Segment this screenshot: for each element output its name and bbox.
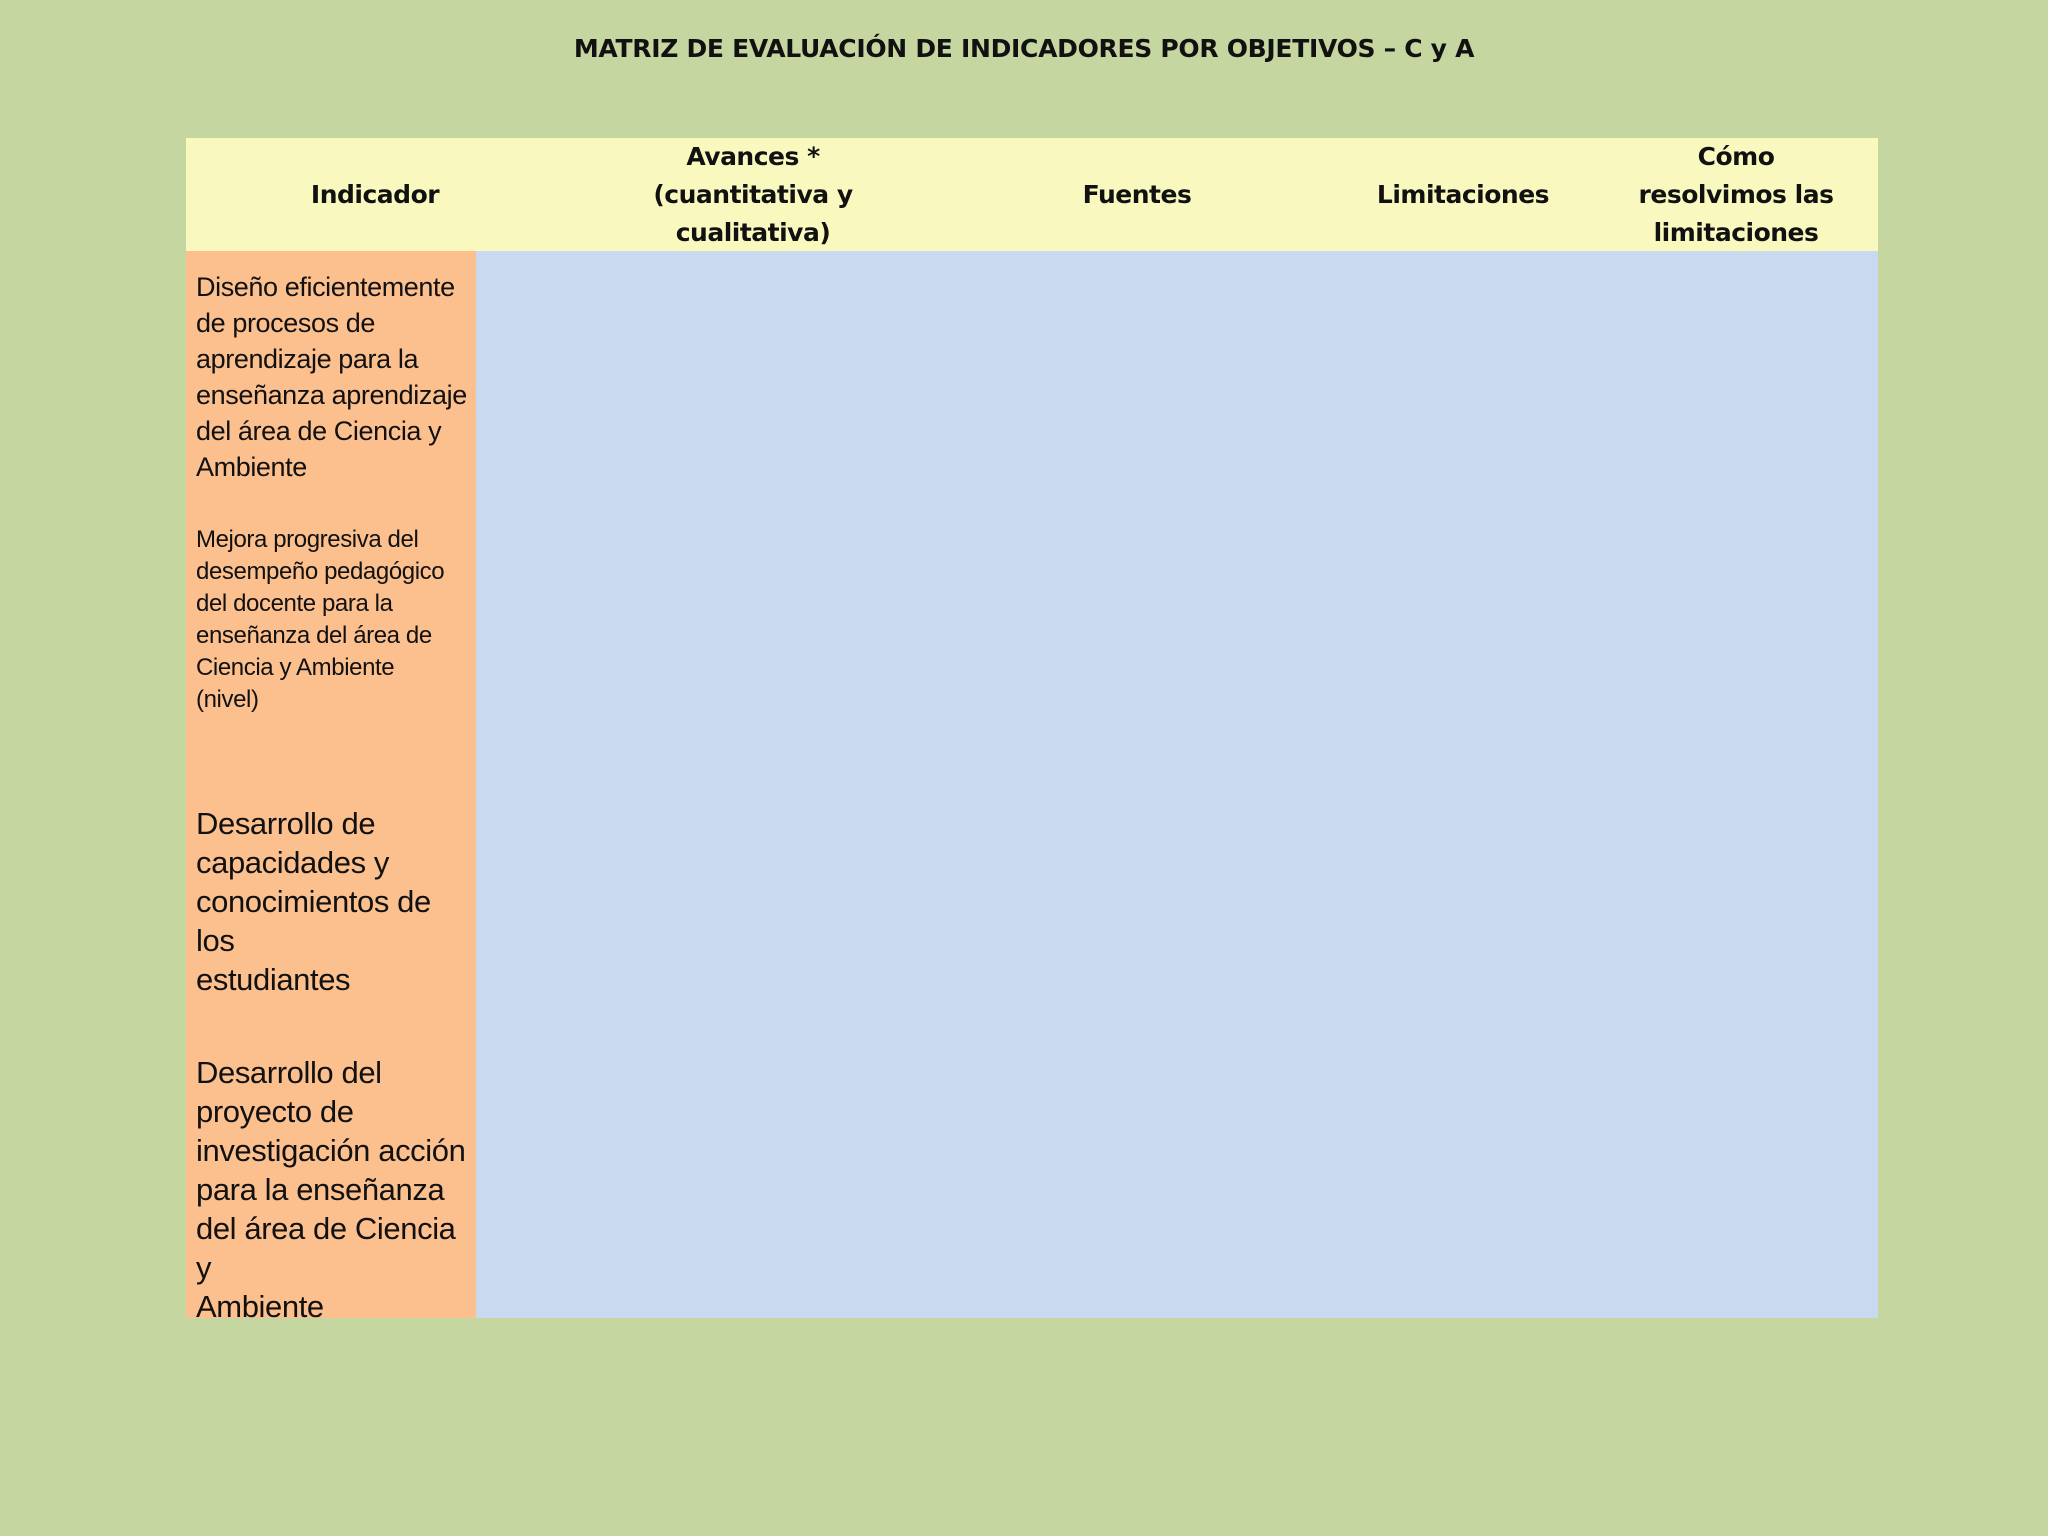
header-row bbox=[186, 138, 1878, 251]
evaluation-matrix bbox=[186, 138, 1878, 1324]
header-avances: Avances * (cuantitativa y cualitativa) bbox=[653, 141, 853, 247]
header-fuentes: Fuentes bbox=[1082, 179, 1192, 209]
content-area bbox=[476, 251, 1878, 1318]
indicator-1: Diseño eficientemente de procesos de aprendizaje para la enseñanza aprendizaje del área de Ciencia y Ambiente bbox=[196, 272, 467, 482]
header-indicador: Indicador bbox=[310, 179, 440, 209]
indicator-3: Desarrollo de capacidades y conocimientos de los estudiantes bbox=[196, 806, 431, 997]
header-limitaciones: Limitaciones bbox=[1376, 179, 1550, 209]
header-como-resolvimos: Cómo resolvimos las limitaciones bbox=[1638, 141, 1834, 247]
indicator-2: Mejora progresiva del desempeño pedagógico del docente para la enseñanza del área de Ciencia y Ambiente (nivel) bbox=[196, 526, 445, 713]
page-title: MATRIZ DE EVALUACIÓN DE INDICADORES POR OBJETIVOS – C y A bbox=[573, 34, 1475, 63]
indicator-4: Desarrollo del proyecto de investigación acción para la enseñanza del área de Ciencia y Ambiente bbox=[196, 1055, 466, 1324]
